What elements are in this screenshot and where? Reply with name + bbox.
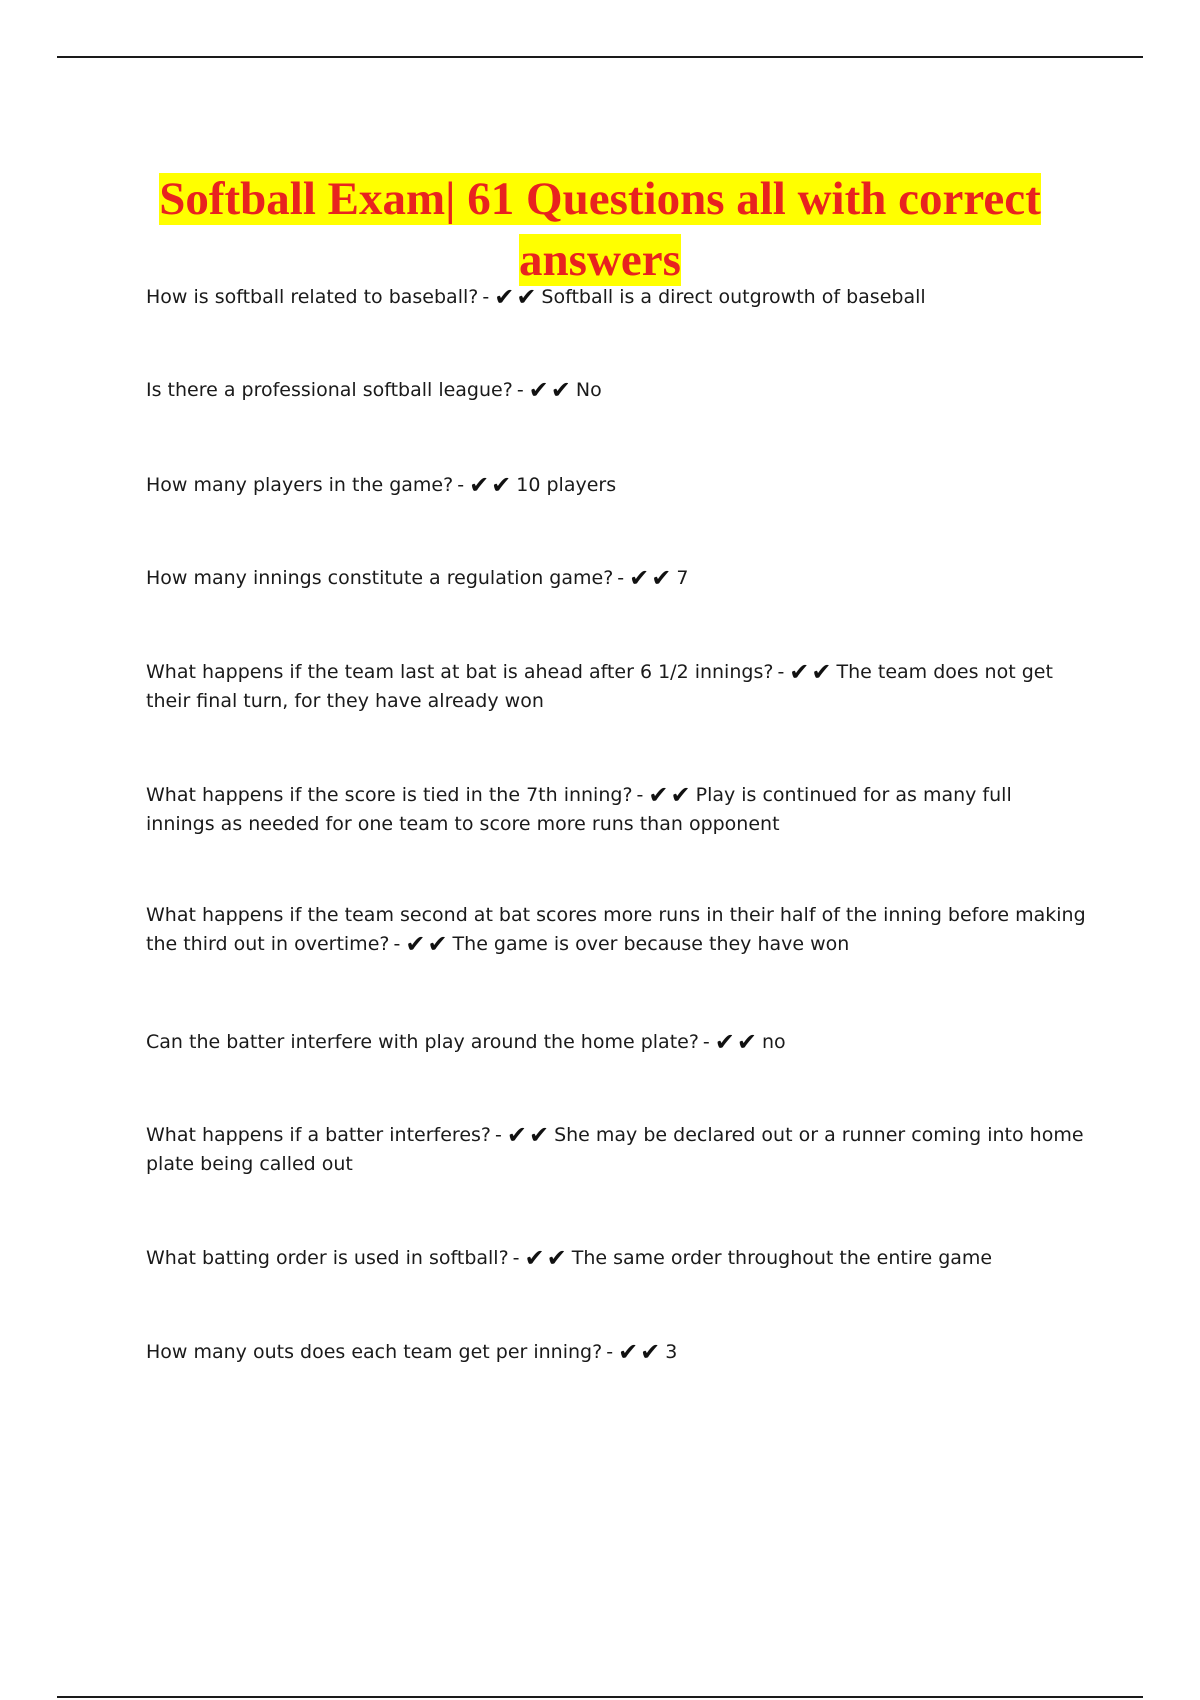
answer-text: 7 <box>676 567 689 589</box>
question-text: Can the batter interfere with play around the home plate? <box>146 1031 699 1053</box>
separator: - <box>636 784 644 806</box>
separator: - <box>516 379 524 401</box>
separator: - <box>617 567 625 589</box>
qa-item-7 <box>146 901 1086 959</box>
qa-item-10 <box>146 1244 1086 1273</box>
question-text: What happens if the score is tied in the 7th inning? <box>146 784 633 806</box>
qa-item-11 <box>146 1338 1086 1367</box>
separator: - <box>702 1031 710 1053</box>
question-text: How many innings constitute a regulation game? <box>146 567 614 589</box>
qa-item-2 <box>146 376 1086 405</box>
question-text: What happens if the team last at bat is ahead after 6 1/2 innings? <box>146 661 774 683</box>
document-title-text: Softball Exam| 61 Questions all with correct answers <box>159 173 1041 287</box>
answer-text: The same order throughout the entire game <box>571 1247 993 1269</box>
answer-text: Play is continued for as many full innings as needed for one team to score more runs than opponent <box>146 784 1012 835</box>
question-text: What happens if the team second at bat scores more runs in their half of the inning before making the third out in overtime? <box>146 904 1086 955</box>
double-check-icon: ✔✔ <box>469 471 514 499</box>
qa-item-3 <box>146 471 1086 500</box>
question-text: How many outs does each team get per inning? <box>146 1341 603 1363</box>
qa-item-5 <box>146 658 1086 716</box>
double-check-icon: ✔✔ <box>506 1121 552 1149</box>
answer-text: The team does not get their final turn, for they have already won <box>146 661 1053 712</box>
question-text: How is softball related to baseball? <box>146 286 479 308</box>
separator: - <box>482 286 490 308</box>
double-check-icon: ✔✔ <box>789 658 834 686</box>
question-text: What batting order is used in softball? <box>146 1247 509 1269</box>
answer-text: 3 <box>665 1341 678 1363</box>
document-title <box>100 169 1100 291</box>
double-check-icon: ✔✔ <box>714 1028 759 1056</box>
double-check-icon: ✔✔ <box>524 1244 569 1272</box>
separator: - <box>457 474 465 496</box>
answer-text: Softball is a direct outgrowth of baseball <box>541 286 926 308</box>
qa-item-9 <box>146 1121 1086 1179</box>
separator: - <box>777 661 785 683</box>
answer-text: The game is over because they have won <box>452 933 850 955</box>
bottom-rule <box>57 1696 1143 1698</box>
double-check-icon: ✔✔ <box>618 1338 663 1366</box>
separator: - <box>606 1341 614 1363</box>
question-text: Is there a professional softball league? <box>146 379 513 401</box>
separator: - <box>495 1124 502 1146</box>
question-text: What happens if a batter interferes? <box>146 1124 491 1146</box>
answer-text: 10 players <box>516 474 617 496</box>
answer-text: no <box>762 1031 786 1053</box>
qa-item-4 <box>146 564 1086 593</box>
double-check-icon: ✔✔ <box>528 376 573 404</box>
question-text: How many players in the game? <box>146 474 454 496</box>
double-check-icon: ✔✔ <box>629 564 674 592</box>
separator: - <box>512 1247 520 1269</box>
double-check-icon: ✔✔ <box>494 283 539 311</box>
qa-item-8 <box>146 1028 1086 1057</box>
qa-item-1 <box>146 283 1086 312</box>
top-rule <box>57 56 1143 58</box>
qa-item-6 <box>146 781 1086 839</box>
double-check-icon: ✔✔ <box>405 930 450 958</box>
separator: - <box>393 933 401 955</box>
answer-text: No <box>575 379 602 401</box>
double-check-icon: ✔✔ <box>648 781 693 809</box>
answer-text: She may be declared out or a runner coming into home plate being called out <box>146 1124 1084 1175</box>
